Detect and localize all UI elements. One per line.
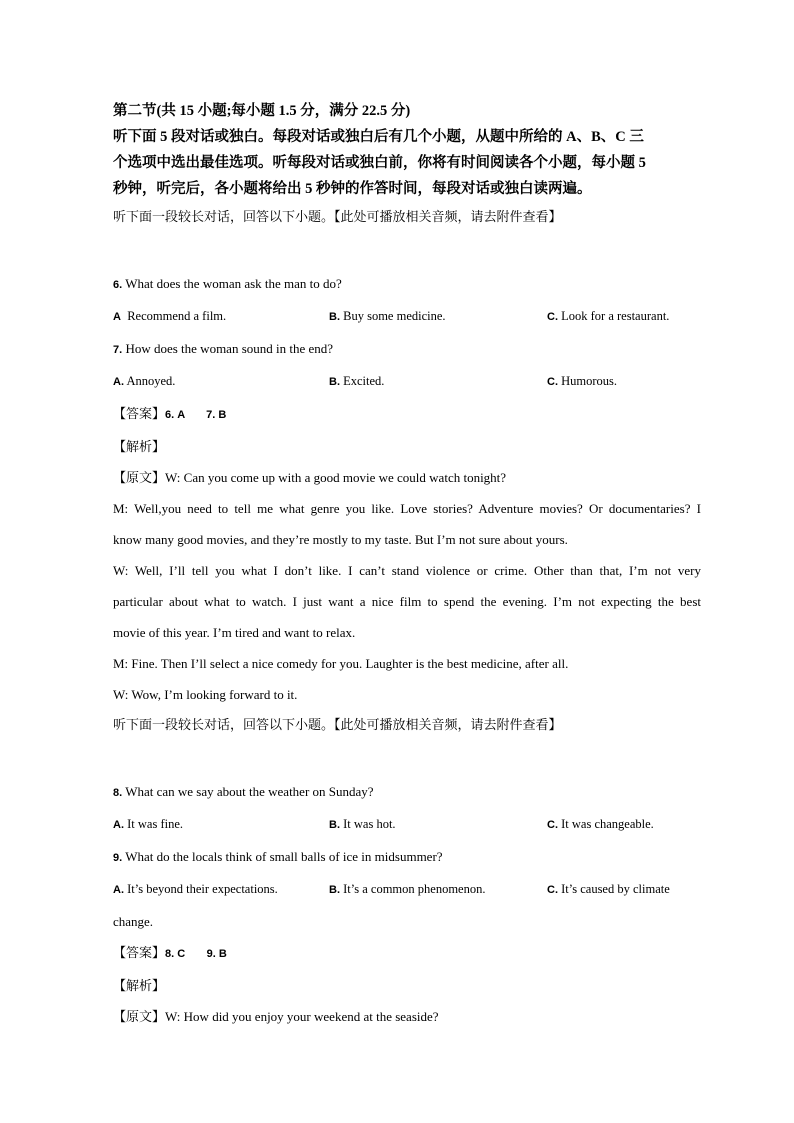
question-9-text: What do the locals think of small balls of ice in midsummer? [125, 849, 443, 864]
option-a: A. It’s beyond their expectations. [113, 882, 278, 896]
transcript-1-line-3: know many good movies, and they’re mostly to my taste. But I’m not sure about yours. [113, 532, 568, 547]
transcript-1-line-2: M: Well,you need to tell me what genre you like. Love stories? Adventure movies? Or documentaries? I [113, 501, 701, 516]
option-b: B. It’s a common phenomenon. [329, 882, 486, 896]
analysis-1: 【解析】 [113, 439, 166, 454]
transcript-1-line-4: W: Well, I’ll tell you what I don’t like. I can’t stand violence or crime. Other than that, I’m not very [113, 563, 701, 578]
transcript-2-line-1: 【原文】W: How did you enjoy your weekend at the seaside? [113, 1009, 439, 1024]
question-6-text: What does the woman ask the man to do? [125, 276, 342, 291]
instruction-line-3: 秒钟，听完后，各小题将给出 5 秒钟的作答时间，每段对话或独白读两遍。 [113, 181, 592, 197]
analysis-2: 【解析】 [113, 978, 166, 993]
question-6-options [113, 301, 701, 333]
option-c-continued: change. [113, 914, 154, 929]
question-8-options [113, 809, 701, 841]
question-6: 6. What does the woman ask the man to do? [113, 276, 342, 291]
option-b: B. It was hot. [329, 817, 396, 831]
section-heading: 第二节(共 15 小题;每小题 1.5 分，满分 22.5 分) [113, 103, 411, 119]
answer-2-text: 8. C 9. B [165, 948, 227, 960]
part1-intro: 听下面一段较长对话，回答以下小题。【此处可播放相关音频，请去附件查看】 [113, 209, 562, 224]
option-a: A. It was fine. [113, 817, 184, 831]
question-8: 8. What can we say about the weather on Sunday? [113, 784, 374, 799]
part2-intro: 听下面一段较长对话，回答以下小题。【此处可播放相关音频，请去附件查看】 [113, 717, 562, 732]
transcript-1-line-8: W: Wow, I’m looking forward to it. [113, 687, 298, 702]
option-c: C. Look for a restaurant. [547, 309, 670, 323]
document-page [113, 98, 701, 1032]
option-c: C. It was changeable. [547, 817, 654, 831]
transcript-1-line-6: movie of this year. I’m tired and want to relax. [113, 625, 356, 640]
instruction-line-1: 听下面 5 段对话或独白。每段对话或独白后有几个小题，从题中所给的 A、B、C 三 [113, 129, 644, 145]
question-9-options [113, 874, 701, 906]
option-b: B. Buy some medicine. [329, 309, 446, 323]
option-b: B. Excited. [329, 374, 385, 388]
question-7-options [113, 366, 701, 398]
transcript-1-line-7: M: Fine. Then I’ll select a nice comedy for you. Laughter is the best medicine, after all. [113, 656, 569, 671]
answer-1: 【答案】6. A 7. B [113, 406, 227, 421]
transcript-1-line-1: 【原文】W: Can you come up with a good movie we could watch tonight? [113, 470, 507, 485]
question-8-text: What can we say about the weather on Sunday? [125, 784, 374, 799]
answer-2: 【答案】8. C 9. B [113, 945, 227, 960]
answer-1-text: 6. A 7. B [165, 409, 227, 421]
instruction-line-2: 个选项中选出最佳选项。听每段对话或独白前，你将有时间阅读各个小题，每小题 5 [113, 155, 646, 171]
option-c: C. Humorous. [547, 374, 618, 388]
transcript-1-line-5: particular about what to watch. I just want a nice film to spend the evening. I’m not expecting the best [113, 594, 701, 609]
question-9: 9. What do the locals think of small balls of ice in midsummer? [113, 849, 443, 864]
question-7: 7. How does the woman sound in the end? [113, 341, 334, 356]
option-c: C. It’s caused by climate [547, 882, 670, 896]
question-7-text: How does the woman sound in the end? [125, 341, 334, 356]
option-a: A. Annoyed. [113, 374, 176, 388]
option-a: A Recommend a film. [113, 309, 227, 323]
